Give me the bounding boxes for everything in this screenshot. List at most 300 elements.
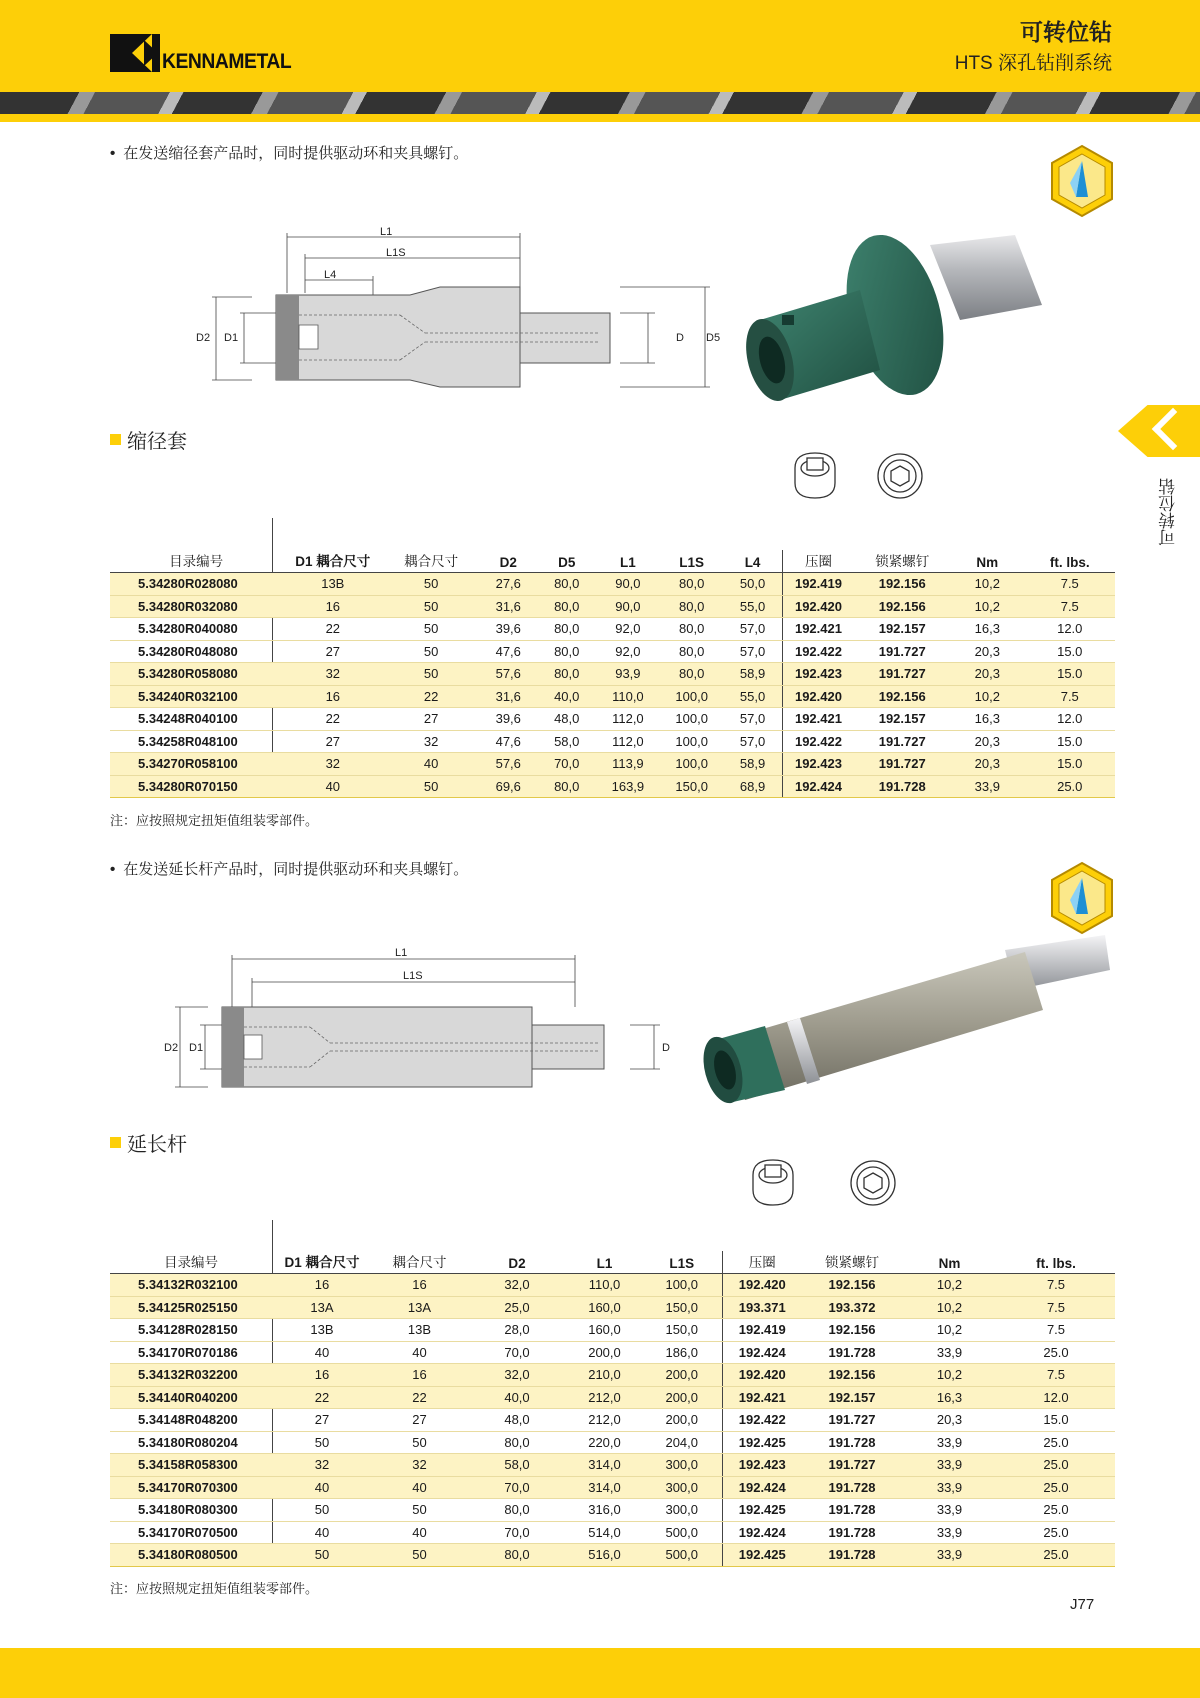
table-cell: 32,0 — [467, 1364, 567, 1387]
table-cell: 40,0 — [538, 685, 596, 708]
table-row — [110, 1454, 1115, 1477]
dim-D2-label-2: D2 — [164, 1042, 179, 1054]
catalog-number-cell: 5.34248R040100 — [110, 708, 282, 731]
catalog-number-cell: 5.34128R028150 — [110, 1319, 272, 1342]
table-cell: 13B — [372, 1319, 467, 1342]
table-cell: 192.156 — [802, 1319, 902, 1342]
catalog-number-cell: 5.34158R058300 — [110, 1454, 272, 1477]
table-cell: 193.371 — [722, 1296, 802, 1319]
table-cell: 300,0 — [642, 1476, 722, 1499]
table-cell: 15.0 — [997, 1409, 1115, 1432]
table-cell: 191.727 — [854, 753, 950, 776]
table-cell: 40 — [372, 1521, 467, 1544]
table-cell: 192.156 — [802, 1274, 902, 1297]
table-cell: 80,0 — [538, 663, 596, 686]
chapter-tab-label: 可转位钻 — [1159, 478, 1178, 546]
column-header: ft. lbs. — [997, 1251, 1115, 1274]
table-cell: 50 — [383, 663, 479, 686]
catalog-number-cell: 5.34180R080500 — [110, 1544, 272, 1567]
header-stripe-yellow — [0, 114, 1200, 122]
table-cell: 25.0 — [997, 1341, 1115, 1364]
table-cell: 192.421 — [782, 618, 854, 641]
table-row — [110, 730, 1115, 753]
table-cell: 33,9 — [902, 1431, 997, 1454]
table-cell: 33,9 — [950, 775, 1024, 798]
table-cell: 113,9 — [596, 753, 660, 776]
table-cell: 50 — [372, 1431, 467, 1454]
reducer-sleeve-product-image — [770, 230, 1120, 430]
table-cell: 80,0 — [467, 1499, 567, 1522]
catalog-number-cell: 5.34148R048200 — [110, 1409, 272, 1432]
table-cell: 40 — [383, 753, 479, 776]
table-cell: 92,0 — [596, 640, 660, 663]
table-cell: 16 — [372, 1274, 467, 1297]
catalog-number-cell: 5.34280R048080 — [110, 640, 282, 663]
table-cell: 33,9 — [902, 1544, 997, 1567]
table-cell: 80,0 — [467, 1431, 567, 1454]
table-cell: 33,9 — [902, 1499, 997, 1522]
table-cell: 27 — [383, 708, 479, 731]
table-cell: 300,0 — [642, 1454, 722, 1477]
catalog-number-cell: 5.34280R028080 — [110, 573, 282, 596]
table-cell: 22 — [282, 708, 383, 731]
table-cell: 110,0 — [567, 1274, 642, 1297]
catalog-number-cell: 5.34132R032100 — [110, 1274, 272, 1297]
table-cell: 50 — [383, 573, 479, 596]
table-cell: 27 — [282, 730, 383, 753]
catalog-number-cell: 5.34280R032080 — [110, 595, 282, 618]
table-cell: 58,0 — [538, 730, 596, 753]
table-cell: 160,0 — [567, 1319, 642, 1342]
table-cell: 47,6 — [479, 640, 537, 663]
table-cell: 192.421 — [782, 708, 854, 731]
table-cell: 191.727 — [854, 640, 950, 663]
table-cell: 10,2 — [902, 1274, 997, 1297]
catalog-number-cell: 5.34270R058100 — [110, 753, 282, 776]
drive-ring-and-screw-icons — [790, 448, 940, 508]
table-row — [110, 640, 1115, 663]
catalog-number-cell: 5.34170R070500 — [110, 1521, 272, 1544]
table-cell: 25.0 — [997, 1499, 1115, 1522]
table-cell: 191.727 — [854, 730, 950, 753]
table-cell: 50 — [372, 1499, 467, 1522]
page-footer — [0, 1648, 1200, 1698]
table-cell: 7.5 — [997, 1364, 1115, 1387]
page-header — [0, 0, 1200, 92]
column-header: L1 — [567, 1251, 642, 1274]
table-cell: 50 — [372, 1544, 467, 1567]
table-cell: 12.0 — [1025, 618, 1115, 641]
table-cell: 50 — [383, 640, 479, 663]
table-cell: 27 — [272, 1409, 372, 1432]
column-header: Nm — [902, 1251, 997, 1274]
column-header: 压圈 — [782, 550, 854, 573]
table-cell: 210,0 — [567, 1364, 642, 1387]
dim-L1-label: L1 — [380, 226, 393, 238]
table-cell: 32 — [272, 1454, 372, 1477]
table-cell: 90,0 — [596, 595, 660, 618]
table-cell: 16,3 — [950, 708, 1024, 731]
table-cell: 16 — [272, 1364, 372, 1387]
table-cell: 191.727 — [802, 1409, 902, 1432]
table-cell: 16,3 — [950, 618, 1024, 641]
table-cell: 191.728 — [802, 1476, 902, 1499]
table-cell: 13A — [272, 1296, 372, 1319]
table-cell: 90,0 — [596, 573, 660, 596]
extension-bar-product-image — [705, 940, 1115, 1120]
table-cell: 191.727 — [854, 663, 950, 686]
table-cell: 70,0 — [467, 1476, 567, 1499]
table-cell: 150,0 — [642, 1296, 722, 1319]
drive-ring-icon — [795, 453, 835, 498]
section2-title — [110, 1128, 187, 1157]
table-cell: 160,0 — [567, 1296, 642, 1319]
table-cell: 192.156 — [854, 595, 950, 618]
table-cell: 50 — [272, 1544, 372, 1567]
column-header: 耦合尺寸 — [383, 550, 479, 573]
catalog-number-cell: 5.34132R032200 — [110, 1364, 272, 1387]
table-cell: 25.0 — [1025, 775, 1115, 798]
table-cell: 70,0 — [467, 1521, 567, 1544]
clamp-screw-icon — [878, 454, 922, 498]
table-cell: 40 — [372, 1476, 467, 1499]
table-cell: 192.420 — [782, 595, 854, 618]
table-cell: 80,0 — [538, 640, 596, 663]
table-cell: 50 — [272, 1499, 372, 1522]
table-cell: 27 — [372, 1409, 467, 1432]
table-cell: 192.157 — [854, 708, 950, 731]
table-cell: 192.156 — [854, 573, 950, 596]
table-cell: 150,0 — [642, 1319, 722, 1342]
table-cell: 193.372 — [802, 1296, 902, 1319]
table-cell: 20,3 — [950, 730, 1024, 753]
yellow-square-icon — [110, 434, 121, 445]
table-cell: 16 — [372, 1364, 467, 1387]
table-cell: 25,0 — [467, 1296, 567, 1319]
table-cell: 192.157 — [854, 618, 950, 641]
table-cell: 316,0 — [567, 1499, 642, 1522]
table-cell: 16,3 — [902, 1386, 997, 1409]
dim-D2-label: D2 — [196, 332, 211, 344]
column-header: 锁紧螺钉 — [802, 1251, 902, 1274]
extension-bar-table — [110, 1251, 1115, 1567]
table-cell: 200,0 — [567, 1341, 642, 1364]
table-cell: 40 — [372, 1341, 467, 1364]
section1-bullet-note: • 在发送缩径套产品时，同时提供驱动环和夹具螺钉。 — [110, 142, 468, 163]
table-cell: 20,3 — [950, 663, 1024, 686]
table-cell: 57,0 — [724, 708, 782, 731]
table-cell: 50 — [383, 595, 479, 618]
table-cell: 200,0 — [642, 1364, 722, 1387]
page-number: J77 — [1070, 1596, 1095, 1613]
column-header: D5 — [538, 550, 596, 573]
table-cell: 40,0 — [467, 1386, 567, 1409]
section2-bullet-note: • 在发送延长杆产品时，同时提供驱动环和夹具螺钉。 — [110, 858, 468, 879]
column-header: D2 — [479, 550, 537, 573]
table-cell: 48,0 — [467, 1409, 567, 1432]
column-header: Nm — [950, 550, 1024, 573]
table-cell: 100,0 — [660, 708, 724, 731]
table-cell: 10,2 — [902, 1319, 997, 1342]
table-cell: 22 — [372, 1386, 467, 1409]
table-cell: 220,0 — [567, 1431, 642, 1454]
dim-L1S-label-2: L1S — [403, 970, 423, 982]
table-cell: 15.0 — [1025, 753, 1115, 776]
table-row — [110, 1521, 1115, 1544]
column-header: L1S — [642, 1251, 722, 1274]
table-cell: 80,0 — [538, 775, 596, 798]
dim-D1-label: D1 — [224, 332, 239, 344]
table-row — [110, 595, 1115, 618]
table-cell: 514,0 — [567, 1521, 642, 1544]
table-cell: 192.420 — [722, 1274, 802, 1297]
table-row — [110, 573, 1115, 596]
catalog-number-cell: 5.34170R070186 — [110, 1341, 272, 1364]
table-cell: 32,0 — [467, 1274, 567, 1297]
table-cell: 93,9 — [596, 663, 660, 686]
table-cell: 192.424 — [782, 775, 854, 798]
table-cell: 192.423 — [782, 753, 854, 776]
table-cell: 25.0 — [997, 1521, 1115, 1544]
table-cell: 191.728 — [802, 1431, 902, 1454]
table-cell: 192.422 — [782, 640, 854, 663]
table-cell: 186,0 — [642, 1341, 722, 1364]
column-header: D1 耦合尺寸 — [272, 1251, 372, 1274]
table-cell: 192.422 — [782, 730, 854, 753]
table-cell: 50 — [383, 775, 479, 798]
table-cell: 110,0 — [596, 685, 660, 708]
catalog-number-cell: 5.34125R025150 — [110, 1296, 272, 1319]
table-cell: 58,9 — [724, 753, 782, 776]
table-cell: 192.157 — [802, 1386, 902, 1409]
table-cell: 314,0 — [567, 1454, 642, 1477]
table-cell: 15.0 — [1025, 640, 1115, 663]
table-cell: 20,3 — [902, 1409, 997, 1432]
table-row — [110, 685, 1115, 708]
table-cell: 192.156 — [802, 1364, 902, 1387]
header-subtitle: HTS 深孔钻削系统 — [954, 53, 1112, 74]
table-cell: 192.424 — [722, 1521, 802, 1544]
table-row — [110, 1341, 1115, 1364]
table-cell: 55,0 — [724, 685, 782, 708]
table-cell: 191.728 — [802, 1521, 902, 1544]
table-cell: 32 — [372, 1454, 467, 1477]
table-cell: 22 — [383, 685, 479, 708]
table-cell: 7.5 — [1025, 573, 1115, 596]
table-cell: 32 — [282, 753, 383, 776]
catalog-number-cell: 5.34280R040080 — [110, 618, 282, 641]
table-cell: 57,0 — [724, 730, 782, 753]
catalog-number-cell: 5.34280R070150 — [110, 775, 282, 798]
table-row — [110, 1544, 1115, 1567]
table-cell: 192.424 — [722, 1476, 802, 1499]
table-cell: 7.5 — [1025, 685, 1115, 708]
reducer-sleeve-drawing — [196, 225, 740, 395]
table-cell: 22 — [282, 618, 383, 641]
table-row — [110, 1319, 1115, 1342]
table-cell: 57,6 — [479, 663, 537, 686]
table-cell: 500,0 — [642, 1544, 722, 1567]
table-cell: 191.727 — [802, 1454, 902, 1477]
table-cell: 92,0 — [596, 618, 660, 641]
column-header: 压圈 — [722, 1251, 802, 1274]
table-cell: 32 — [282, 663, 383, 686]
header-stripe — [0, 92, 1200, 114]
section1-title-text: 缩径套 — [127, 431, 187, 453]
chapter-tab-chevron-icon[interactable] — [1118, 405, 1200, 457]
column-header: 锁紧螺钉 — [854, 550, 950, 573]
table-cell: 69,6 — [479, 775, 537, 798]
header-title: 可转位钻 — [1020, 19, 1112, 45]
table-cell: 28,0 — [467, 1319, 567, 1342]
section2-title-text: 延长杆 — [127, 1134, 187, 1156]
table-cell: 112,0 — [596, 730, 660, 753]
table-cell: 10,2 — [902, 1296, 997, 1319]
table-cell: 50 — [383, 618, 479, 641]
drive-ring-icon-2 — [753, 1160, 793, 1205]
column-header: L1S — [660, 550, 724, 573]
table-cell: 13B — [282, 573, 383, 596]
table-cell: 12.0 — [1025, 708, 1115, 731]
table-row — [110, 1274, 1115, 1297]
table-cell: 40 — [272, 1476, 372, 1499]
table-cell: 191.728 — [802, 1544, 902, 1567]
section2-note: 注：应按照规定扭矩值组装零部件。 — [110, 1581, 319, 1596]
table-cell: 200,0 — [642, 1409, 722, 1432]
table-cell: 13B — [272, 1319, 372, 1342]
table-cell: 192.423 — [722, 1454, 802, 1477]
table-cell: 39,6 — [479, 708, 537, 731]
table-cell: 80,0 — [538, 573, 596, 596]
dim-L1S-label: L1S — [386, 247, 406, 259]
table-row — [110, 1364, 1115, 1387]
dim-L4-label: L4 — [324, 269, 337, 281]
table-cell: 516,0 — [567, 1544, 642, 1567]
table-cell: 212,0 — [567, 1409, 642, 1432]
table-cell: 20,3 — [950, 753, 1024, 776]
table-cell: 32 — [383, 730, 479, 753]
catalog-number-cell: 5.34240R032100 — [110, 685, 282, 708]
table-row — [110, 1409, 1115, 1432]
table-cell: 15.0 — [1025, 663, 1115, 686]
table-cell: 7.5 — [997, 1296, 1115, 1319]
table-cell: 192.423 — [782, 663, 854, 686]
extension-bar-drawing — [160, 945, 690, 1095]
table-cell: 314,0 — [567, 1476, 642, 1499]
column-header: 目录编号 — [110, 1251, 272, 1274]
reducer-sleeve-table — [110, 550, 1115, 798]
table-cell: 50 — [272, 1431, 372, 1454]
table-row — [110, 775, 1115, 798]
table-cell: 7.5 — [997, 1319, 1115, 1342]
table-cell: 70,0 — [538, 753, 596, 776]
section1-title — [110, 425, 187, 454]
column-header: 目录编号 — [110, 550, 282, 573]
dim-D1-label-2: D1 — [189, 1042, 204, 1054]
catalog-number-cell: 5.34258R048100 — [110, 730, 282, 753]
catalog-number-cell: 5.34280R058080 — [110, 663, 282, 686]
kennametal-logo-icon — [110, 34, 160, 72]
catalog-number-cell: 5.34140R040200 — [110, 1386, 272, 1409]
column-header: ft. lbs. — [1025, 550, 1115, 573]
table-cell: 16 — [282, 685, 383, 708]
table-cell: 80,0 — [538, 618, 596, 641]
table-cell: 7.5 — [997, 1274, 1115, 1297]
table-row — [110, 753, 1115, 776]
table-cell: 48,0 — [538, 708, 596, 731]
table-cell: 39,6 — [479, 618, 537, 641]
table-row — [110, 663, 1115, 686]
table-cell: 300,0 — [642, 1499, 722, 1522]
table-cell: 16 — [272, 1274, 372, 1297]
table-cell: 80,0 — [538, 595, 596, 618]
section1-note: 注：应按照规定扭矩值组装零部件。 — [110, 813, 319, 828]
table-cell: 191.728 — [854, 775, 950, 798]
table-cell: 15.0 — [1025, 730, 1115, 753]
table-cell: 192.421 — [722, 1386, 802, 1409]
table-cell: 33,9 — [902, 1454, 997, 1477]
table-cell: 163,9 — [596, 775, 660, 798]
table-cell: 25.0 — [997, 1476, 1115, 1499]
table-cell: 57,6 — [479, 753, 537, 776]
table-cell: 100,0 — [660, 730, 724, 753]
logo-text: KENNAMETAL — [162, 50, 292, 73]
table-cell: 192.420 — [782, 685, 854, 708]
table-cell: 80,0 — [660, 595, 724, 618]
table-cell: 80,0 — [467, 1544, 567, 1567]
yellow-square-icon-2 — [110, 1137, 121, 1148]
table-cell: 192.425 — [722, 1499, 802, 1522]
table-cell: 10,2 — [902, 1364, 997, 1387]
table-cell: 192.419 — [782, 573, 854, 596]
table-cell: 31,6 — [479, 685, 537, 708]
dim-D5-label: D5 — [706, 332, 721, 344]
table-cell: 192.419 — [722, 1319, 802, 1342]
table-row — [110, 1431, 1115, 1454]
table-cell: 33,9 — [902, 1476, 997, 1499]
table-cell: 192.420 — [722, 1364, 802, 1387]
table-cell: 192.425 — [722, 1431, 802, 1454]
table-cell: 40 — [282, 775, 383, 798]
table-cell: 68,9 — [724, 775, 782, 798]
table-cell: 150,0 — [660, 775, 724, 798]
drive-ring-and-screw-icons-2 — [748, 1155, 908, 1215]
clamp-screw-icon-2 — [851, 1161, 895, 1205]
table-row — [110, 1386, 1115, 1409]
table-cell: 192.425 — [722, 1544, 802, 1567]
table-cell: 22 — [272, 1386, 372, 1409]
table-cell: 10,2 — [950, 573, 1024, 596]
table-cell: 55,0 — [724, 595, 782, 618]
table-cell: 80,0 — [660, 640, 724, 663]
table-cell: 70,0 — [467, 1341, 567, 1364]
table-cell: 47,6 — [479, 730, 537, 753]
table-cell: 7.5 — [1025, 595, 1115, 618]
table-cell: 112,0 — [596, 708, 660, 731]
table-cell: 58,0 — [467, 1454, 567, 1477]
table-cell: 100,0 — [642, 1274, 722, 1297]
table-cell: 27 — [282, 640, 383, 663]
dim-L1-label-2: L1 — [395, 947, 408, 959]
table-cell: 27,6 — [479, 573, 537, 596]
table-row — [110, 708, 1115, 731]
drill-application-hex-icon — [1050, 145, 1114, 217]
kennametal-logo — [110, 34, 302, 72]
table-cell: 204,0 — [642, 1431, 722, 1454]
catalog-number-cell: 5.34170R070300 — [110, 1476, 272, 1499]
table-cell: 25.0 — [997, 1454, 1115, 1477]
column-header: 耦合尺寸 — [372, 1251, 467, 1274]
